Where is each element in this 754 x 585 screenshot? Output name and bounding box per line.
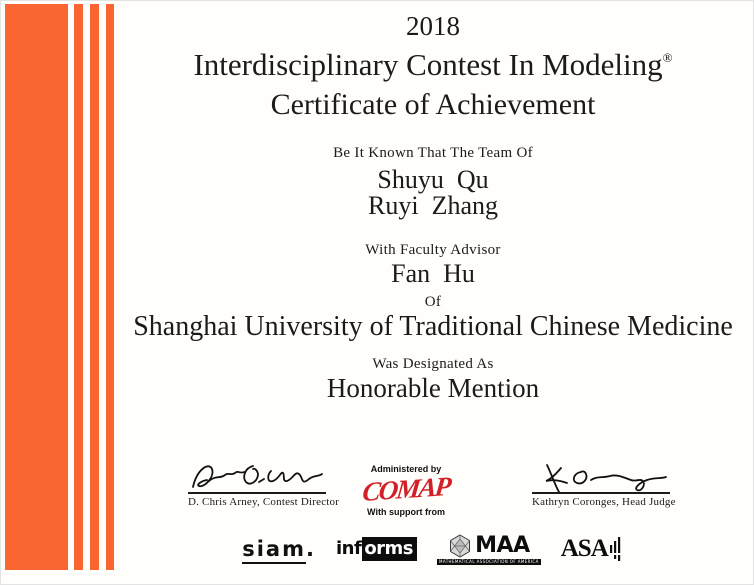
support-label: With support from — [367, 507, 445, 517]
left-ribbon-stripe-2 — [90, 4, 99, 570]
maa-logo — [437, 534, 541, 565]
designation-name: Honorable Mention — [326, 373, 540, 403]
informs-logo — [336, 540, 417, 558]
left-ribbon-wide-band — [5, 4, 68, 570]
contest-title — [114, 47, 752, 83]
asa-bars-icon — [610, 536, 624, 562]
advisor-intro-text: With Faculty Advisor — [365, 242, 501, 258]
registered-trademark-symbol: ® — [662, 50, 673, 65]
maa-polyhedron-icon — [448, 534, 472, 558]
team-intro-text: Be It Known That The Team Of — [333, 145, 533, 161]
team-member-2: Ruyi Zhang — [368, 191, 498, 220]
head-judge-signature-block — [532, 457, 676, 508]
of-label: Of — [424, 294, 442, 310]
head-judge-signature-icon — [533, 457, 669, 497]
team-member-1: Shuyu Qu — [377, 165, 489, 194]
asa-logo-text: ASA — [560, 535, 608, 563]
contest-director-signature-icon — [189, 457, 325, 497]
head-judge-caption: Kathryn Coronges, Head Judge — [532, 492, 670, 508]
certificate-subtitle: Certificate of Achievement — [270, 88, 596, 121]
siam-logo-text: siam — [242, 537, 306, 564]
informs-logo-box: orms — [362, 537, 417, 561]
maa-tagline: MATHEMATICAL ASSOCIATION OF AMERICA — [439, 559, 539, 564]
contest-title-text: Interdisciplinary Contest In Modeling — [193, 47, 663, 82]
maa-logo-text: MAA — [475, 533, 530, 558]
administered-by-label: Administered by — [370, 464, 442, 474]
designation-intro-text: Was Designated As — [372, 356, 494, 372]
administered-by-block — [353, 464, 459, 517]
asa-logo — [561, 536, 624, 562]
contest-director-signature-block — [188, 457, 340, 508]
sponsor-logo-row — [114, 534, 752, 565]
comap-logo: COMAP — [361, 471, 452, 507]
left-ribbon-stripe-3 — [106, 4, 114, 570]
siam-logo — [242, 536, 316, 561]
contest-year: 2018 — [406, 11, 460, 41]
left-ribbon-stripe-1 — [74, 4, 83, 570]
advisor-name: Fan Hu — [391, 259, 475, 288]
siam-logo-dot: . — [306, 536, 316, 561]
institution-name: Shanghai University of Traditional Chinese Medicine — [133, 311, 733, 342]
informs-logo-prefix: inf — [335, 538, 362, 560]
contest-director-caption: D. Chris Arney, Contest Director — [188, 492, 326, 508]
